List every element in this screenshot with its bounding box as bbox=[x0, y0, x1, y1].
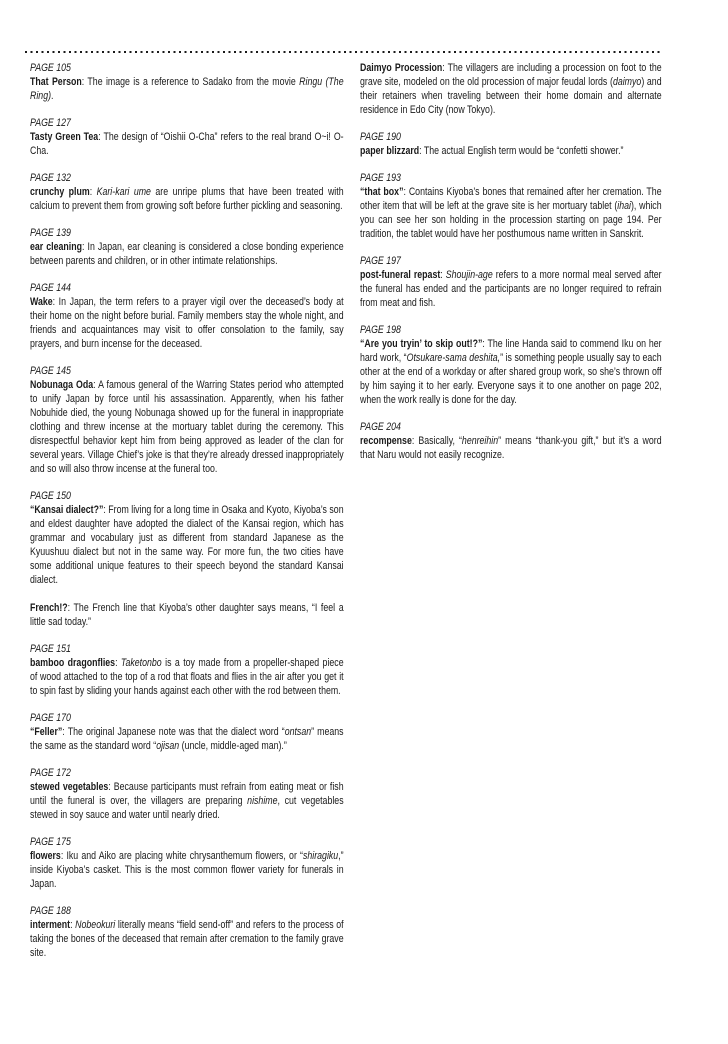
note-term: bamboo dragonflies bbox=[30, 657, 116, 669]
note bbox=[30, 281, 344, 351]
note-paragraph bbox=[360, 61, 662, 117]
note-paragraph bbox=[360, 434, 662, 462]
note-paragraph bbox=[30, 918, 344, 960]
text-segment: is a toy made from a propeller-shaped piece of wood attached to the top of a rod that floats and flies in the air after you get it to spin fast by sliding your hands against each other with the rod between them. bbox=[30, 657, 344, 697]
note-paragraph bbox=[360, 185, 662, 241]
text-segment: : From living for a long time in Osaka and Kyoto, Kiyoba’s son and eldest daughter have adopted the dialect of the Kansai region, which has grammar and vocabulary just as different from standard Japanese as the Kyuushuu dialect but not in the same way. For more fun, the two cities have some additional unique features to their speech beyond the standard Kansai dialect. bbox=[30, 504, 344, 586]
note-paragraph bbox=[30, 849, 344, 891]
note bbox=[30, 835, 344, 891]
text-segment: : Contains Kiyoba’s bones that remained after her cremation. The other item that will be left at the grave site is her mortuary tablet ( bbox=[360, 186, 662, 212]
italic-text-segment: nishime bbox=[247, 795, 278, 807]
text-segment: : Iku and Aiko are placing white chrysanthemum flowers, or “ bbox=[60, 850, 303, 862]
italic-text-segment: Taketonbo bbox=[120, 657, 162, 669]
text-segment: ” is something people usually say to each other at the end of a workday or after shared group work, so she’s thrown off by him saying it to her early. Everyone says it to one another on page 202, when the work really is done for the day. bbox=[360, 352, 662, 406]
note bbox=[360, 61, 662, 117]
text-segment: : The original Japanese note was that the dialect word “ bbox=[62, 726, 285, 738]
text-segment: . bbox=[51, 90, 54, 102]
text-segment: , cut vegetables stewed in soy sauce and water until nearly dried. bbox=[30, 795, 344, 821]
text-segment: : bbox=[115, 657, 121, 669]
italic-text-segment: Shoujin-age bbox=[445, 269, 493, 281]
note-term: ear cleaning bbox=[30, 241, 82, 253]
text-segment: : In Japan, ear cleaning is considered a close bonding experience between parents and children, or in other intimate relationships. bbox=[30, 241, 344, 267]
text-segment: refers to a more normal meal served after the funeral has ended and the participants are no longer required to refrain from meat and fish. bbox=[360, 269, 662, 309]
italic-text-segment: Otsukare-sama deshita, bbox=[406, 352, 501, 364]
note-term: Wake bbox=[30, 296, 53, 308]
note bbox=[360, 254, 662, 310]
page-number-header: PAGE 172 bbox=[30, 767, 71, 779]
note bbox=[30, 226, 344, 268]
note bbox=[360, 130, 662, 158]
note-term: “Kansai dialect?” bbox=[30, 504, 104, 516]
note-term: “Feller” bbox=[30, 726, 63, 738]
text-segment: literally means “field send-off” and refers to the process of taking the bones of the deceased that remain after cremation to the family grave site. bbox=[30, 919, 344, 959]
note-term: “Are you tryin’ to skip out!?” bbox=[360, 338, 483, 350]
page-number-header: PAGE 144 bbox=[30, 282, 71, 294]
note-paragraph bbox=[360, 337, 662, 407]
italic-text-segment: Nobeokuri bbox=[75, 919, 116, 931]
page-number-header: PAGE 190 bbox=[360, 131, 401, 143]
page-number-header: PAGE 127 bbox=[30, 117, 71, 129]
page-number-header: PAGE 105 bbox=[30, 62, 71, 74]
text-segment: : bbox=[89, 186, 97, 198]
note-paragraph bbox=[30, 130, 344, 158]
note bbox=[360, 323, 662, 407]
note bbox=[360, 420, 662, 462]
note-term: post-funeral repast bbox=[360, 269, 441, 281]
note-term: crunchy plum bbox=[30, 186, 90, 198]
text-segment: ), which you can see her son holding in the procession starting on page 194. Per tradition, the tablet would have her posthumous name written in Sanskrit. bbox=[360, 200, 662, 240]
page-number-header: PAGE 151 bbox=[30, 643, 71, 655]
note-term: That Person bbox=[30, 76, 82, 88]
note-paragraph bbox=[30, 601, 344, 629]
note-paragraph bbox=[360, 144, 662, 158]
note-term: flowers bbox=[30, 850, 61, 862]
note-paragraph bbox=[30, 295, 344, 351]
note bbox=[30, 711, 344, 753]
page-number-header: PAGE 193 bbox=[360, 172, 401, 184]
page-number-header: PAGE 197 bbox=[360, 255, 401, 267]
italic-text-segment: henreihin bbox=[461, 435, 499, 447]
note-paragraph bbox=[30, 240, 344, 268]
page-number-header: PAGE 175 bbox=[30, 836, 71, 848]
italic-text-segment: ihai bbox=[617, 200, 631, 212]
note-term: recompense bbox=[360, 435, 412, 447]
text-segment: are unripe plums that have been treated with calcium to prevent them from growing soft before further pickling and seasoning. bbox=[30, 186, 344, 212]
text-segment: : The image is a reference to Sadako from the movie bbox=[81, 76, 300, 88]
text-segment: (uncle, middle-aged man).” bbox=[179, 740, 287, 752]
page-number-header: PAGE 132 bbox=[30, 172, 71, 184]
italic-text-segment: daimyo bbox=[612, 76, 642, 88]
note bbox=[30, 116, 344, 158]
note-paragraph bbox=[360, 268, 662, 310]
page-number-header: PAGE 170 bbox=[30, 712, 71, 724]
text-segment: ,” inside Kiyoba’s casket. This is the most common flower variety for funerals in Japan. bbox=[30, 850, 344, 890]
text-segment: : Basically, “ bbox=[411, 435, 462, 447]
page-number-header: PAGE 145 bbox=[30, 365, 71, 377]
page-number-header: PAGE 198 bbox=[360, 324, 401, 336]
note-term: Daimyo Procession bbox=[360, 62, 443, 74]
text-segment: : In Japan, the term refers to a prayer vigil over the deceased’s body at their home on the night before burial. Family members stay the whole night, and friends and acquaintances may visit to offer consolation to the family, say prayers, and burn incense for the deceased. bbox=[30, 296, 344, 350]
text-segment: : bbox=[440, 269, 446, 281]
note bbox=[30, 364, 344, 476]
note-term: paper blizzard bbox=[360, 145, 420, 157]
note-term: “that box” bbox=[360, 186, 404, 198]
page-number-header: PAGE 150 bbox=[30, 490, 71, 502]
page-number-header: PAGE 188 bbox=[30, 905, 71, 917]
italic-text-segment: ontsan bbox=[284, 726, 312, 738]
note bbox=[30, 766, 344, 822]
italic-text-segment: Ringu (The Ring) bbox=[30, 76, 344, 102]
notes-column-right bbox=[360, 61, 662, 475]
note bbox=[30, 489, 344, 629]
text-segment: : bbox=[70, 919, 76, 931]
note-paragraph bbox=[30, 378, 344, 476]
text-segment: ) and their retainers when traveling between their home domain and alternate residence in Edo City (now Tokyo). bbox=[360, 76, 662, 116]
note-term: interment bbox=[30, 919, 71, 931]
note-paragraph bbox=[30, 503, 344, 587]
note-paragraph bbox=[30, 780, 344, 822]
note-paragraph bbox=[30, 656, 344, 698]
text-segment: : Because participants must refrain from eating meat or fish until the funeral is over, the villagers are preparing bbox=[30, 781, 344, 807]
page-number-header: PAGE 139 bbox=[30, 227, 71, 239]
note bbox=[360, 171, 662, 241]
page-number-header: PAGE 204 bbox=[360, 421, 401, 433]
text-segment: ” means “thank-you gift,” but it’s a word that Naru would not easily recognize. bbox=[360, 435, 662, 461]
dotted-divider bbox=[25, 51, 662, 53]
note bbox=[30, 61, 344, 103]
text-segment: ” means the same as the standard word “ bbox=[30, 726, 344, 752]
note bbox=[30, 171, 344, 213]
italic-text-segment: ojisan bbox=[156, 740, 180, 752]
italic-text-segment: Kari-kari ume bbox=[96, 186, 151, 198]
note-paragraph bbox=[30, 185, 344, 213]
text-segment: : The villagers are including a procession on foot to the grave site, modeled on the old procession of major feudal lords ( bbox=[360, 62, 662, 88]
text-segment: : The design of “Oishii O-Cha” refers to the real brand O~i! O-Cha. bbox=[30, 131, 344, 157]
text-segment: : The line Handa said to commend Iku on her hard work, “ bbox=[360, 338, 662, 364]
note-paragraph bbox=[30, 725, 344, 753]
note-paragraph bbox=[30, 75, 344, 103]
text-segment: : The actual English term would be “confetti shower.” bbox=[419, 145, 624, 157]
text-segment: : The French line that Kiyoba’s other daughter says means, “I feel a little sad today.” bbox=[30, 602, 344, 628]
note-term: stewed vegetables bbox=[30, 781, 109, 793]
note-term: Tasty Green Tea bbox=[30, 131, 99, 143]
note bbox=[30, 642, 344, 698]
note-term: French!? bbox=[30, 602, 68, 614]
text-segment: : A famous general of the Warring States period who attempted to unify Japan by force until his assassination. Apparently, when his father Nobuhide died, the young Nobunaga showed up for the funeral in inappropriate clothing and threw incense at the mortuary tablet during the ceremony. This disrespectful behavior kept him from being approved as leader of the clan for several years. Village Chief’s joke is that they’re already dressed inappropriately and so will also throw incense at the funeral too. bbox=[30, 379, 344, 475]
note-term: Nobunaga Oda bbox=[30, 379, 94, 391]
note bbox=[30, 904, 344, 960]
italic-text-segment: shiragiku bbox=[302, 850, 339, 862]
notes-column-left bbox=[30, 61, 344, 973]
